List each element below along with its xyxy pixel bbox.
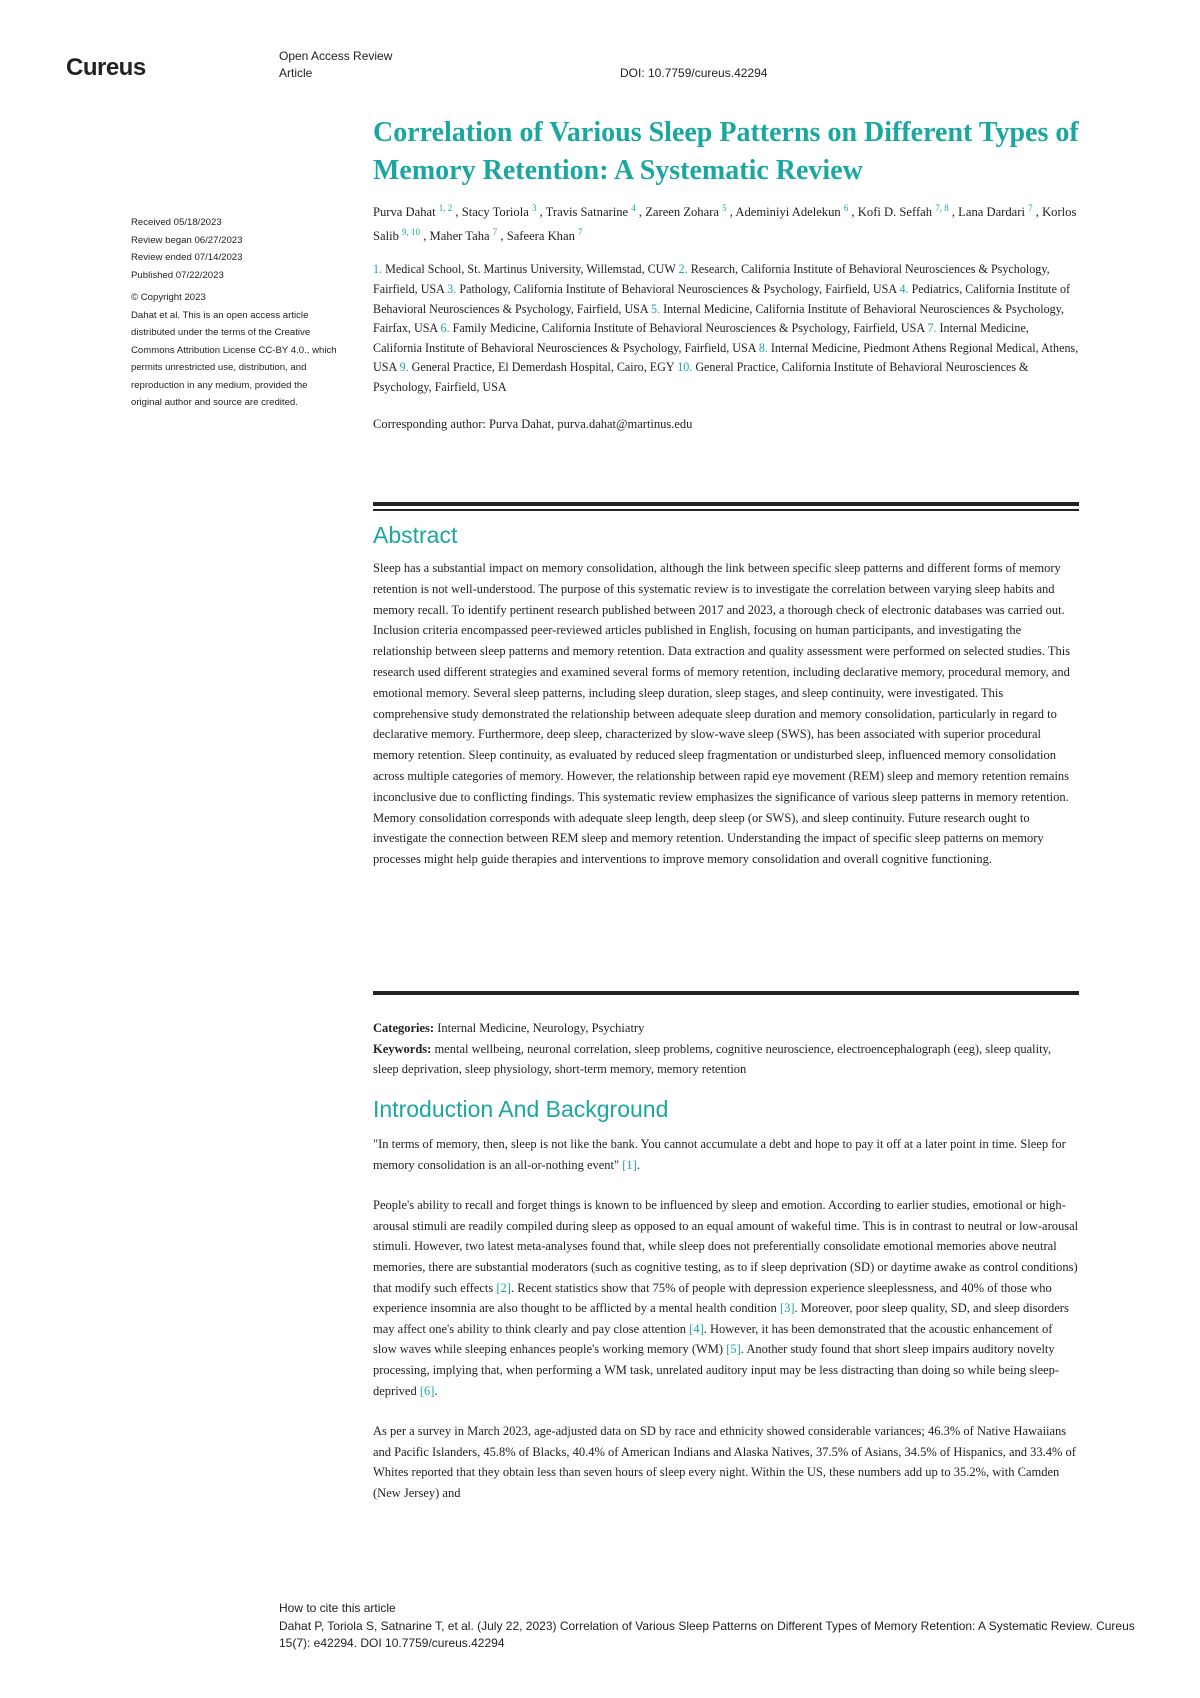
affiliation-number: 5. <box>651 301 664 316</box>
affiliation <box>400 360 678 374</box>
intro-paragraph-2: As per a survey in March 2023, age-adjusted data on SD by race and ethnicity showed considerable variances; 46.3% of Native Hawaiians and Pacific Islanders, 45.8% of Blacks, 40.4% of American Indians and Alaska Natives, 37.5% of Asians, 34.5% of Hispanics, and 33.4% of Whites reported that they obtain less than seven hours of sleep every night. Within the US, these numbers add up to 35.2%, with Camden (New Jersey) and <box>373 1424 1076 1500</box>
paragraph-text: . <box>434 1383 438 1398</box>
published-date: Published 07/22/2023 <box>131 269 224 281</box>
article-type-line-2: Article <box>279 66 313 80</box>
author[interactable] <box>546 205 636 219</box>
intro-quote: "In terms of memory, then, sleep is not like the bank. You cannot accumulate a debt and hope to pay it off at a later point in time. Sleep for memory consolidation is an all-or-nothing event" [1]. <box>373 1137 1066 1172</box>
citation-ref-4[interactable]: [4] <box>689 1321 704 1336</box>
author-affiliation-sup: 7 <box>578 227 583 238</box>
article-type-line-1: Open Access Review <box>279 49 393 63</box>
paragraph-text: . Recent statistics show that 75% of people with depression experience sleeplessness, and 40% of those who experience insomnia are also thought to be afflicted by a mental health condition <box>373 1280 1052 1316</box>
affiliation-number: 4. <box>899 281 912 296</box>
affiliation <box>447 282 899 296</box>
affiliation-text: General Practice, California Institute of Behavioral Neurosciences & Psychology, Fairfield, USA <box>373 360 1029 394</box>
author[interactable] <box>735 205 848 219</box>
keywords-value: mental wellbeing, neuronal correlation, sleep problems, cognitive neuroscience, electroencephalograph (eeg), sleep quality, sleep deprivation, sleep physiology, short-term memory, memory retention <box>373 1041 1052 1076</box>
author-affiliation-sup: 1, 2 <box>438 203 453 213</box>
keywords <box>373 1039 1079 1080</box>
license-text: Dahat et al. This is an open access article distributed under the terms of the Creative Commons Attribution License CC-BY 4.0., which permits unrestricted use, distribution, and reproduction in any medium, provided the original author and source are credited. <box>131 309 337 408</box>
author-affiliation-sup: 6 <box>843 203 849 213</box>
author[interactable] <box>645 205 726 219</box>
publication-dates <box>131 214 341 284</box>
corresponding-value[interactable]: Purva Dahat, purva.dahat@martinus.edu <box>488 416 693 431</box>
intro-paragraph-1 <box>373 1195 1079 1401</box>
introduction-heading: Introduction And Background <box>373 1096 669 1122</box>
author-name: Ademiniyi Adelekun <box>735 205 844 220</box>
article-type <box>279 48 392 82</box>
affiliation-number: 6. <box>440 321 453 336</box>
affiliation-list <box>373 260 1079 397</box>
section-divider <box>373 502 1079 506</box>
affiliation-number: 7. <box>927 321 940 336</box>
abstract-heading: Abstract <box>373 522 458 548</box>
affiliation-number: 1. <box>373 262 386 277</box>
author-name: Korlos Salib <box>373 205 1077 244</box>
affiliation-text: Internal Medicine, Piedmont Athens Regional Medical, Athens, USA <box>373 340 1079 375</box>
citation-ref-6[interactable]: [6] <box>419 1383 435 1398</box>
affiliation-number: 10. <box>677 360 696 375</box>
article-header <box>373 114 1079 434</box>
copyright-notice <box>131 289 341 412</box>
keywords-label: Keywords: <box>373 1041 432 1056</box>
affiliation <box>373 262 679 276</box>
affiliation-number: 2. <box>678 262 691 277</box>
author-affiliation-sup: 5 <box>722 203 727 213</box>
affiliation-number: 3. <box>447 281 460 296</box>
citation-ref-5[interactable]: [5] <box>726 1342 741 1357</box>
cite-text: Dahat P, Toriola S, Satnarine T, et al. (July 22, 2023) Correlation of Various Sleep Patterns on Different Types of Memory Retention: A Systematic Review. Cureus 15(7): e42294. DOI 10.7759/cureus.42294 <box>279 1618 1135 1650</box>
paragraph-text: . Moreover, poor sleep quality, SD, and sleep disorders may affect one's ability to think clearly and pay close attention <box>373 1301 1069 1336</box>
affiliation-text: General Practice, El Demerdash Hospital, Cairo, EGY <box>411 360 678 375</box>
author-affiliation-sup: 7 <box>1028 203 1033 213</box>
categories <box>373 1018 1079 1039</box>
review-began-date: Review began 06/27/2023 <box>131 234 243 246</box>
paragraph-text: . Another study found that short sleep impairs auditory novelty processing, implying that, when performing a WM task, unrelated auditory input may be less distracting than doing so while being sleep-deprived <box>373 1342 1060 1398</box>
cureus-logo[interactable]: Cureus <box>66 54 146 81</box>
corresponding-author <box>373 414 1079 434</box>
abstract-section <box>373 520 1079 870</box>
author-affiliation-sup: 9, 10 <box>402 227 421 238</box>
quote-text: "In terms of memory, then, sleep is not like the bank. You cannot accumulate a debt and hope to pay it off at a later point in time. Sleep for memory consolidation is an all-or-nothing event" <box>373 1137 1066 1172</box>
author[interactable] <box>373 205 452 219</box>
author-name: Maher Taha <box>429 229 493 244</box>
author-affiliation-sup: 4 <box>631 203 636 213</box>
review-ended-date: Review ended 07/14/2023 <box>131 252 243 263</box>
categories-value: Internal Medicine, Neurology, Psychiatry <box>437 1021 645 1035</box>
sidebar <box>131 214 341 412</box>
copyright-year: © Copyright 2023 <box>131 292 206 303</box>
author-list: Purva Dahat $^{1, 2}$ , Stacy Toriola $^3$ , Travis Satnarine $^4$ , Zareen Zohara $^5$ , Ademiniyi Adelekun $^6$ , Kofi D. Seffah $^{7, 8}$ , Lana Dardari $^7$ , Korlos Salib $^{9, 10}$ , Maher Taha $^7$ , Safeera Khan $^7$ <box>373 203 1077 244</box>
author[interactable] <box>430 229 498 243</box>
citation-ref-3[interactable]: [3] <box>779 1301 795 1316</box>
paragraph-text: People's ability to recall and forget things is known to be influenced by sleep and emotion. According to earlier studies, emotional or high-arousal stimuli are readily compiled during sleep as opposed to an equal amount of wakeful time. This is in contrast to neutral or low-arousal stimuli. However, two latest meta-analyses found that, while sleep does not preferentially consolidate emotional memories above neutral memories, there are substantial moderators (such as cognitive testing, as to if sleep deprivation (SD) or daytime awake as control conditions) that modify such effects <box>373 1198 1079 1295</box>
affiliation-text: Internal Medicine, California Institute of Behavioral Neurosciences & Psychology, Fairfield, USA <box>373 321 1029 355</box>
citation-ref-2[interactable]: [2] <box>496 1280 511 1295</box>
received-date: Received 05/18/2023 <box>131 217 222 228</box>
corresponding-label: Corresponding author: <box>373 416 486 431</box>
author-affiliation-sup: 7 <box>492 227 498 238</box>
author[interactable] <box>858 205 949 219</box>
author-name: Purva Dahat <box>373 205 439 220</box>
author-name: Stacy Toriola <box>461 205 532 220</box>
section-divider <box>373 991 1079 995</box>
categories-label: Categories: <box>373 1021 435 1035</box>
author-affiliation-sup: 3 <box>531 203 537 213</box>
author[interactable] <box>462 205 537 219</box>
article-meta <box>373 1018 1079 1080</box>
affiliation-text: Pediatrics, California Institute of Behavioral Neurosciences & Psychology, Fairfield, USA <box>373 281 1071 316</box>
abstract-text: Sleep has a substantial impact on memory consolidation, although the link between specific sleep patterns and different forms of memory retention is not well-understood. The purpose of this systematic review is to investigate the correlation between varying sleep habits and memory recall. To identify pertinent research published between 2017 and 2023, a thorough check of electronic databases was carried out. Inclusion criteria encompassed peer-reviewed articles published in English, focusing on human participants, and investigating the relationship between sleep patterns and memory retention. Data extraction and quality assessment were performed on selected studies. This research used different strategies and examined several forms of memory retention, including declarative memory, procedural memory, and emotional memory. Several sleep patterns, including sleep duration, sleep stages, and sleep continuity, were investigated. This comprehensive study demonstrated the relationship between adequate sleep duration and memory consolidation, particularly in regard to declarative memory. Furthermore, deep sleep, characterized by slow-wave sleep (SWS), has been associated with superior procedural memory retention. Sleep continuity, as evaluated by reduced sleep fragmentation or undisturbed sleep, influenced memory consolidation across multiple categories of memory. However, the relationship between rapid eye movement (REM) sleep and memory retention remains inconclusive due to conflicting findings. This systematic review emphasizes the significance of various sleep patterns in memory retention. Memory consolidation corresponds with adequate sleep length, deep sleep (or SWS), and sleep continuity. Future research ought to investigate the connection between REM sleep and memory retention. Understanding the impact of specific sleep patterns on memory processes might help guide therapies and interventions to improve memory consolidation and overall cognitive functioning. <box>373 561 1071 867</box>
article-title: Correlation of Various Sleep Patterns on Different Types of Memory Retention: A Systematic Review <box>373 117 1079 186</box>
affiliation <box>441 321 928 335</box>
author[interactable] <box>958 205 1032 219</box>
citation-footer <box>279 1600 1159 1653</box>
author-name: Zareen Zohara <box>645 205 723 220</box>
affiliation-text: Medical School, St. Martinus University, Willemstad, CUW <box>385 262 679 277</box>
affiliation-number: 8. <box>758 340 771 355</box>
cite-label: How to cite this article <box>279 1601 396 1615</box>
author-affiliation-sup: 7, 8 <box>935 203 949 213</box>
affiliation-text: Family Medicine, California Institute of Behavioral Neurosciences & Psychology, Fairfield, USA <box>452 321 928 336</box>
author-name: Travis Satnarine <box>545 205 632 220</box>
affiliation-text: Pathology, California Institute of Behavioral Neurosciences & Psychology, Fairfield, USA <box>459 281 900 296</box>
citation-ref-1[interactable]: [1] <box>622 1157 637 1172</box>
affiliation-number: 9. <box>399 360 412 375</box>
introduction-section <box>373 1094 1079 1504</box>
author-name: Lana Dardari <box>958 205 1029 220</box>
affiliation-text: Internal Medicine, California Institute of Behavioral Neurosciences & Psychology, Fairfax, USA <box>373 301 1064 336</box>
affiliation-text: Research, California Institute of Behavioral Neurosciences & Psychology, Fairfield, USA <box>373 262 1050 296</box>
author-name: Safeera Khan <box>506 229 579 244</box>
paragraph-text: . However, it has been demonstrated that the acoustic enhancement of slow waves while sleeping enhances people's working memory (WM) <box>373 1321 1053 1357</box>
author[interactable] <box>507 229 583 243</box>
doi-label: DOI: 10.7759/cureus.42294 <box>620 66 768 80</box>
author-name: Kofi D. Seffah <box>857 205 936 220</box>
